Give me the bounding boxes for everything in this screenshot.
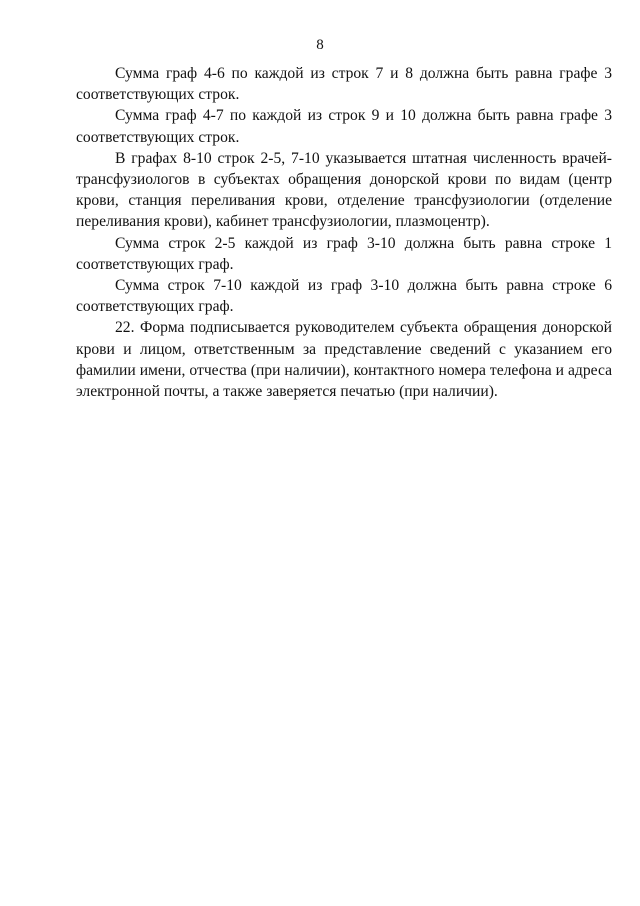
document-body xyxy=(76,63,612,402)
paragraph-sum-rows-2-5: Сумма строк 2-5 каждой из граф 3-10 должна быть равна строке 1 соответствующих граф. xyxy=(76,234,612,273)
paragraph-sum-columns-4-6: Сумма граф 4-6 по каждой из строк 7 и 8 должна быть равна графе 3 соответствующих строк. xyxy=(76,65,612,104)
page-number: 8 xyxy=(316,37,324,53)
paragraph-staff-transfusiologists: В графах 8-10 строк 2-5, 7-10 указывается штатная численность врачей-трансфузиологов в субъектах обращения донорской крови по видам (центр крови, станция переливания крови, отделение трансфузиологии (отделение переливания крови), кабинет трансфузиологии, плазмоцентр). xyxy=(76,149,612,231)
paragraph-item-22-signature: 22. Форма подписывается руководителем субъекта обращения донорской крови и лицом, ответственным за представление сведений с указанием его фамилии имени, отчества (при наличии), контактного номера телефона и адреса электронной почты, а также заверяется печатью (при наличии). xyxy=(76,319,612,401)
paragraph-sum-columns-4-7: Сумма граф 4-7 по каждой из строк 9 и 10 должна быть равна графе 3 соответствующих строк. xyxy=(76,107,612,146)
paragraph-sum-rows-7-10: Сумма строк 7-10 каждой из граф 3-10 должна быть равна строке 6 соответствующих граф. xyxy=(76,277,612,316)
